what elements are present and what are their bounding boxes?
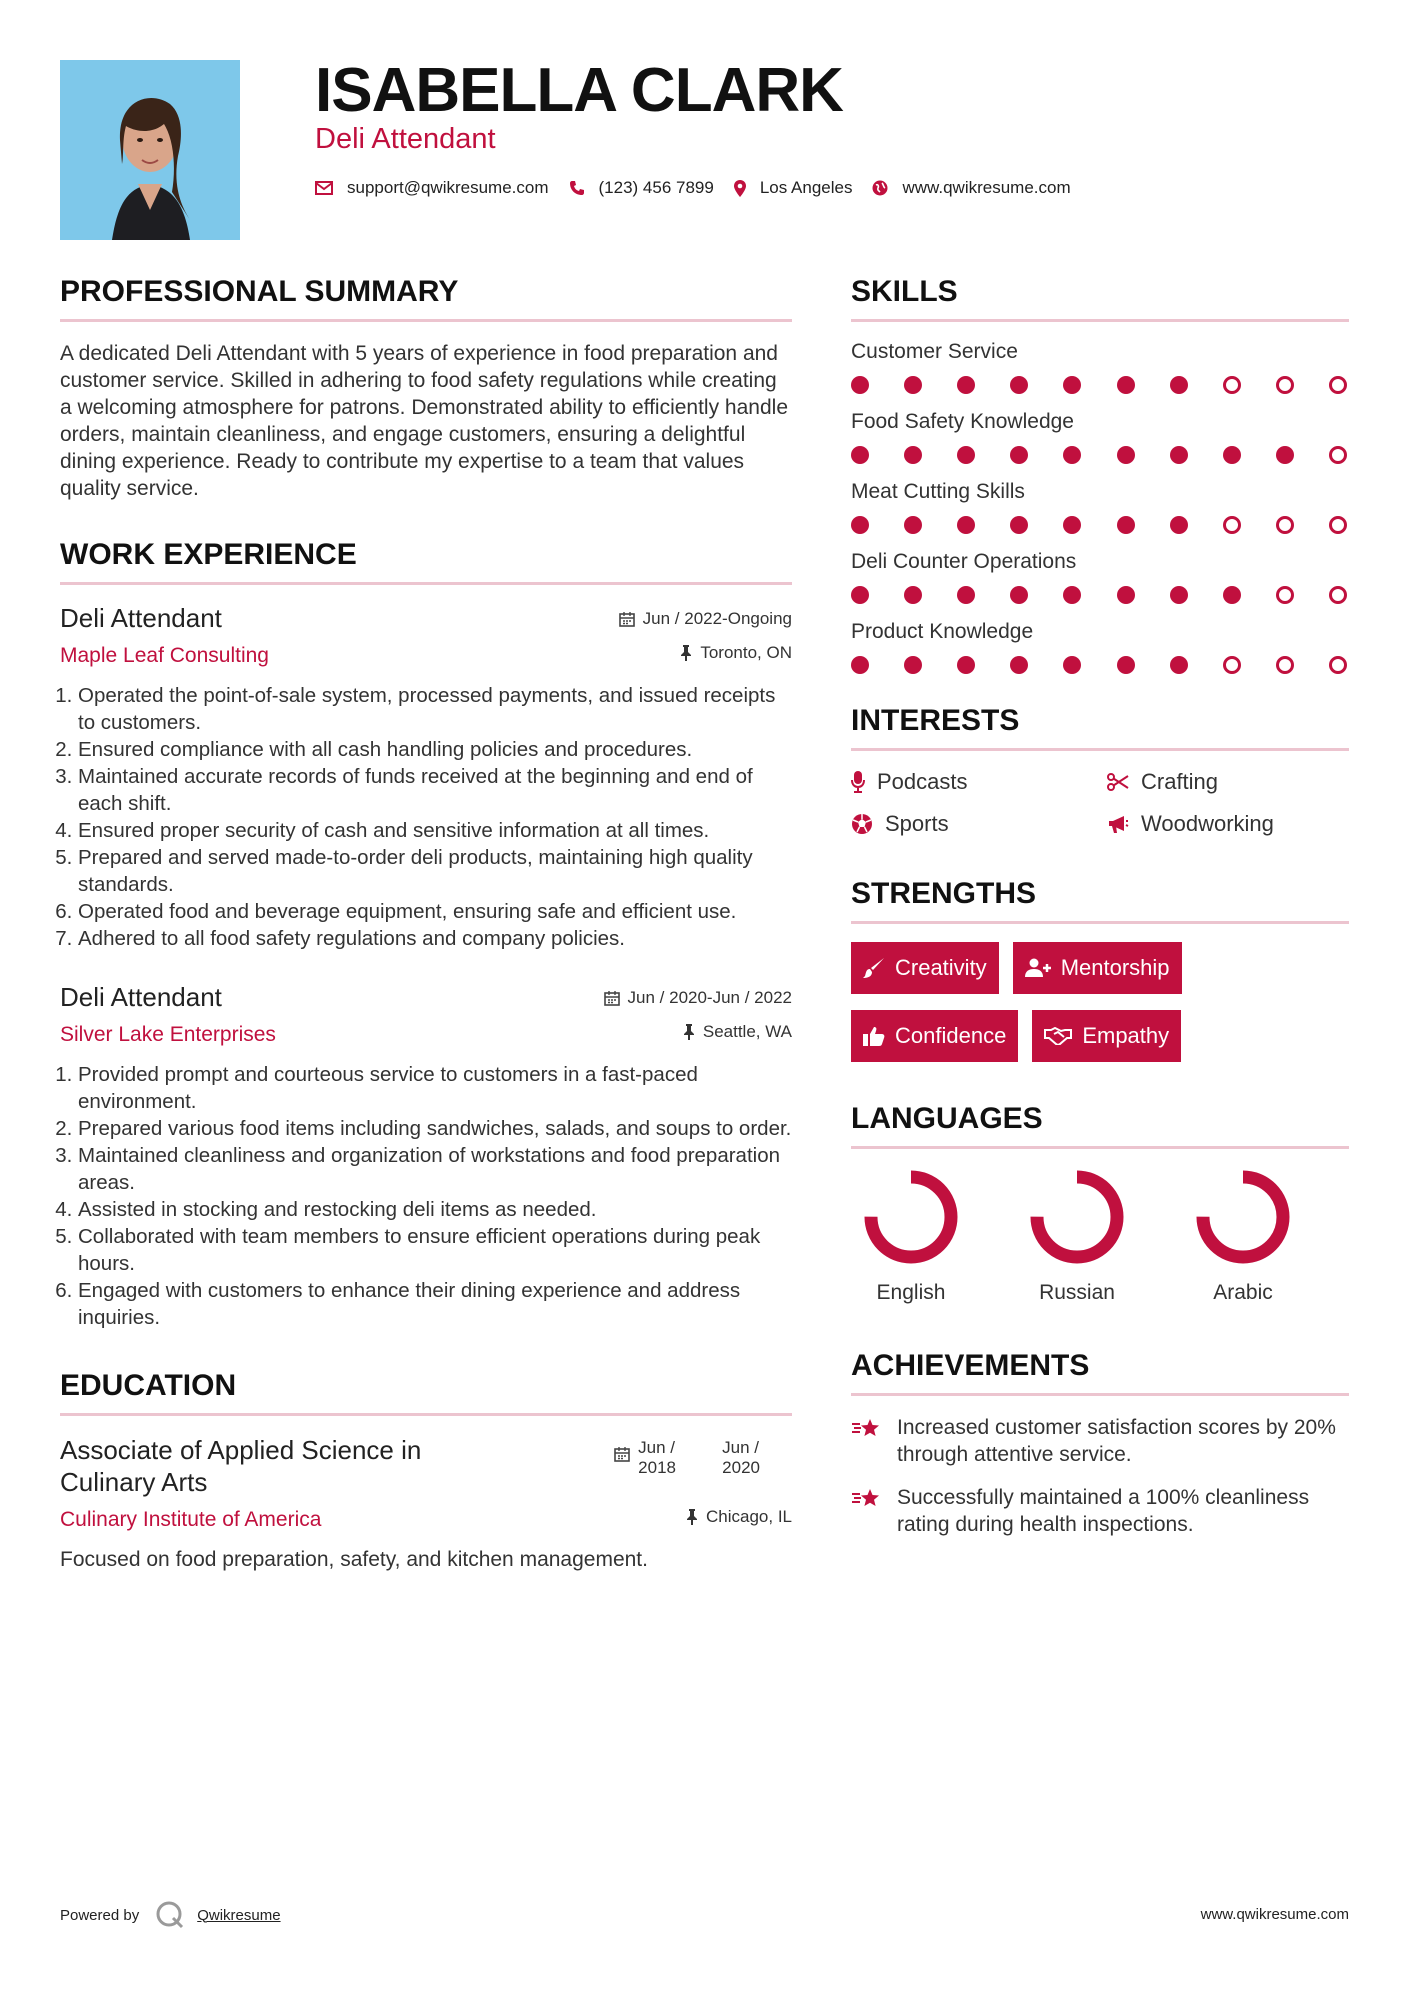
languages-heading: LANGUAGES <box>851 1102 1349 1149</box>
strength-label: Confidence <box>895 1023 1007 1048</box>
languages-list <box>859 1167 1349 1305</box>
skill-name: Deli Counter Operations <box>851 550 1077 573</box>
rating-dot-filled <box>1117 446 1135 464</box>
rating-dot-filled <box>851 586 869 604</box>
duty-item: 5. Collaborated with team members to ensure efficient operations during peak hours. <box>78 1223 792 1277</box>
language-level-arc <box>1203 1177 1283 1257</box>
language-item <box>1025 1167 1129 1305</box>
calendar-icon <box>619 611 635 627</box>
interests-list <box>851 769 1349 837</box>
rating-dot-filled <box>904 656 922 674</box>
school-name: Culinary Institute of America <box>60 1508 322 1531</box>
interest-item <box>851 769 1107 795</box>
skill-name: Product Knowledge <box>851 620 1034 643</box>
job-entry <box>60 603 792 952</box>
achievement-text: Successfully maintained a 100% cleanliness rating during health inspections. <box>897 1486 1310 1536</box>
rating-dot-filled <box>1117 586 1135 604</box>
education-end <box>722 1438 760 1478</box>
skill-item <box>851 340 1349 394</box>
job-duties <box>60 1061 792 1331</box>
interest-label: Crafting <box>1141 769 1219 794</box>
summary-section <box>60 275 792 502</box>
language-ring <box>1193 1167 1293 1267</box>
language-item <box>859 1167 963 1305</box>
skill-rating <box>851 586 1347 604</box>
rating-dot-filled <box>957 586 975 604</box>
left-column <box>60 275 792 1573</box>
calendar-icon <box>604 990 620 1006</box>
language-ring <box>861 1167 961 1267</box>
contact-location <box>734 178 853 198</box>
rating-dot-filled <box>904 376 922 394</box>
experience-heading: WORK EXPERIENCE <box>60 538 792 585</box>
interests-heading: INTERESTS <box>851 704 1349 751</box>
handshake-icon <box>1044 1027 1072 1045</box>
skill-item <box>851 550 1349 604</box>
rating-dot-filled <box>1223 446 1241 464</box>
thumbs-up-icon <box>863 1026 885 1046</box>
education-description: Focused on food preparation, safety, and kitchen management. <box>60 1548 648 1571</box>
duty-item: 1. Operated the point-of-sale system, processed payments, and issued receipts to customers. <box>78 682 792 736</box>
job-dates <box>619 609 792 629</box>
education-dates <box>614 1438 760 1478</box>
rating-dot-filled <box>1170 656 1188 674</box>
language-level-arc <box>1037 1177 1117 1257</box>
education-heading: EDUCATION <box>60 1369 792 1416</box>
interest-item <box>1107 769 1347 795</box>
skill-item <box>851 410 1349 464</box>
skills-list <box>851 340 1349 674</box>
soccer-ball-icon <box>851 813 873 835</box>
rating-dot-filled <box>1063 446 1081 464</box>
phone-text: (123) 456 7899 <box>598 178 714 197</box>
strength-badge <box>851 942 999 994</box>
education-start-year: 2018 <box>638 1458 676 1477</box>
rating-dot-filled <box>904 446 922 464</box>
rating-dot-filled <box>1117 656 1135 674</box>
interests-section <box>851 704 1349 837</box>
job-location-text: Toronto, ON <box>700 643 792 662</box>
language-item <box>1191 1167 1295 1305</box>
strength-label: Creativity <box>895 955 987 980</box>
degree-title: Associate of Applied Science in Culinary Arts <box>60 1435 422 1497</box>
language-name: Russian <box>1039 1281 1115 1304</box>
candidate-title: Deli Attendant <box>315 123 496 155</box>
rating-dot-filled <box>904 516 922 534</box>
job-title: Deli Attendant <box>60 982 222 1012</box>
scissors-icon <box>1107 773 1129 791</box>
summary-text: A dedicated Deli Attendant with 5 years of experience in food preparation and customer service. Skilled in adhering to food safety regulations while creating a welcoming atmosphere for patrons. Demonstrated ability to efficiently handle orders, maintain cleanliness, and engage customers, ensuring a delightful dining experience. Ready to contribute my expertise to a team that values quality service. <box>60 342 788 500</box>
contact-phone[interactable] <box>569 178 714 198</box>
rating-dot-filled <box>1010 446 1028 464</box>
skill-rating <box>851 516 1347 534</box>
rating-dot-filled <box>1010 516 1028 534</box>
rating-dot-empty <box>1329 656 1347 674</box>
interest-label: Sports <box>885 811 949 836</box>
rating-dot-filled <box>851 516 869 534</box>
calendar-icon <box>614 1446 630 1462</box>
duty-item: 6. Operated food and beverage equipment, ensuring safe and efficient use. <box>78 898 792 925</box>
star-award-icon <box>851 1486 883 1512</box>
profile-photo <box>60 60 240 240</box>
powered-by-text: Powered by <box>60 1906 140 1924</box>
candidate-name: ISABELLA CLARK <box>315 56 843 125</box>
achievement-text: Increased customer satisfaction scores by 20% through attentive service. <box>897 1416 1336 1466</box>
strength-label: Empathy <box>1082 1023 1170 1048</box>
skills-heading: SKILLS <box>851 275 1349 322</box>
education-location <box>686 1507 792 1527</box>
interest-item <box>1107 811 1347 837</box>
rating-dot-empty <box>1276 376 1294 394</box>
strength-label: Mentorship <box>1060 955 1170 980</box>
job-company: Silver Lake Enterprises <box>60 1023 276 1046</box>
job-location-text: Seattle, WA <box>702 1022 792 1041</box>
megaphone-icon <box>1107 814 1129 834</box>
experience-section <box>60 538 792 1331</box>
rating-dot-filled <box>1010 376 1028 394</box>
footer-powered <box>60 1900 281 1930</box>
interest-item <box>851 811 1107 837</box>
rating-dot-filled <box>1063 656 1081 674</box>
right-column <box>851 275 1349 1554</box>
contact-website[interactable] <box>872 178 1070 198</box>
skill-name: Food Safety Knowledge <box>851 410 1074 433</box>
skill-name: Customer Service <box>851 340 1018 363</box>
rating-dot-empty <box>1276 586 1294 604</box>
interest-label: Woodworking <box>1141 811 1274 836</box>
pushpin-icon <box>680 645 692 661</box>
skill-item <box>851 620 1349 674</box>
rating-dot-filled <box>957 376 975 394</box>
strength-badge <box>851 1010 1018 1062</box>
rating-dot-empty <box>1223 656 1241 674</box>
achievement-item <box>851 1484 1349 1538</box>
duty-item: 7. Adhered to all food safety regulations and company policies. <box>78 925 792 952</box>
language-name: English <box>876 1281 946 1304</box>
education-start <box>638 1438 708 1478</box>
pushpin-icon <box>683 1024 695 1040</box>
user-plus-icon <box>1025 958 1051 978</box>
duty-item: 2. Prepared various food items including sandwiches, salads, and soups to order. <box>78 1115 792 1142</box>
education-end-month: Jun / <box>722 1438 760 1457</box>
pushpin-icon <box>686 1509 698 1525</box>
job-title: Deli Attendant <box>60 603 222 633</box>
qwikresume-logo-icon <box>155 1900 185 1930</box>
rating-dot-filled <box>1170 446 1188 464</box>
duty-item: 6. Engaged with customers to enhance their dining experience and address inquiries. <box>78 1277 792 1331</box>
job-dates <box>604 988 792 1008</box>
rating-dot-empty <box>1329 516 1347 534</box>
summary-heading: PROFESSIONAL SUMMARY <box>60 275 792 322</box>
strength-badge <box>1032 1010 1181 1062</box>
strengths-heading: STRENGTHS <box>851 877 1349 924</box>
rating-dot-filled <box>957 516 975 534</box>
rating-dot-filled <box>1010 656 1028 674</box>
star-award-icon <box>851 1416 883 1442</box>
envelope-icon <box>315 181 333 195</box>
duty-item: 3. Maintained accurate records of funds received at the beginning and end of each shift. <box>78 763 792 817</box>
rating-dot-filled <box>1170 376 1188 394</box>
skill-name: Meat Cutting Skills <box>851 480 1025 503</box>
duty-item: 2. Ensured compliance with all cash handling policies and procedures. <box>78 736 792 763</box>
brush-icon <box>863 957 885 979</box>
education-location-text: Chicago, IL <box>706 1507 792 1526</box>
website-text: www.qwikresume.com <box>902 178 1071 197</box>
job-entry <box>60 982 792 1331</box>
rating-dot-filled <box>1223 586 1241 604</box>
skill-rating <box>851 376 1347 394</box>
skill-item <box>851 480 1349 534</box>
job-duties <box>60 682 792 952</box>
education-start-month: Jun / <box>638 1438 676 1457</box>
map-pin-icon <box>734 180 746 197</box>
rating-dot-empty <box>1329 376 1347 394</box>
rating-dot-filled <box>957 656 975 674</box>
skills-section <box>851 275 1349 674</box>
achievements-heading: ACHIEVEMENTS <box>851 1349 1349 1396</box>
language-name: Arabic <box>1213 1281 1273 1304</box>
microphone-icon <box>851 771 865 793</box>
phone-icon <box>569 180 585 196</box>
rating-dot-filled <box>1063 586 1081 604</box>
rating-dot-filled <box>1170 516 1188 534</box>
languages-section <box>851 1102 1349 1305</box>
duty-item: 1. Provided prompt and courteous service to customers in a fast-paced environment. <box>78 1061 792 1115</box>
rating-dot-filled <box>851 656 869 674</box>
skill-rating <box>851 446 1347 464</box>
rating-dot-empty <box>1329 446 1347 464</box>
job-location <box>683 1022 792 1042</box>
contact-email[interactable] <box>315 178 549 198</box>
rating-dot-empty <box>1276 656 1294 674</box>
strengths-section <box>851 877 1349 1062</box>
achievements-section <box>851 1349 1349 1538</box>
job-dates-text: Jun / 2020-Jun / 2022 <box>627 987 792 1007</box>
strength-badge <box>1013 942 1182 994</box>
location-text: Los Angeles <box>759 178 853 197</box>
contact-bar <box>315 178 1091 198</box>
interest-label: Podcasts <box>877 769 968 794</box>
rating-dot-filled <box>1010 586 1028 604</box>
rating-dot-filled <box>904 586 922 604</box>
job-location <box>680 643 792 663</box>
qwikresume-link[interactable]: Qwikresume <box>197 1906 281 1924</box>
rating-dot-filled <box>1117 516 1135 534</box>
rating-dot-filled <box>1276 446 1294 464</box>
duty-item: 5. Prepared and served made-to-order deli products, maintaining high quality standards. <box>78 844 792 898</box>
rating-dot-empty <box>1223 376 1241 394</box>
rating-dot-filled <box>851 376 869 394</box>
rating-dot-filled <box>851 446 869 464</box>
education-end-year: 2020 <box>722 1458 760 1477</box>
education-section <box>60 1369 792 1573</box>
email-text: support@qwikresume.com <box>347 178 549 197</box>
strengths-list <box>851 942 1231 1062</box>
rating-dot-filled <box>1170 586 1188 604</box>
language-ring <box>1027 1167 1127 1267</box>
globe-icon <box>872 180 888 196</box>
skill-rating <box>851 656 1347 674</box>
rating-dot-filled <box>1117 376 1135 394</box>
duty-item: 4. Assisted in stocking and restocking deli items as needed. <box>78 1196 792 1223</box>
duty-item: 3. Maintained cleanliness and organization of workstations and food preparation areas. <box>78 1142 792 1196</box>
rating-dot-filled <box>957 446 975 464</box>
footer-url[interactable]: www.qwikresume.com <box>1200 1906 1349 1923</box>
achievement-item <box>851 1414 1349 1468</box>
duty-item: 4. Ensured proper security of cash and sensitive information at all times. <box>78 817 792 844</box>
rating-dot-filled <box>1063 376 1081 394</box>
job-dates-text: Jun / 2022-Ongoing <box>642 608 792 628</box>
language-level-arc <box>871 1177 951 1257</box>
rating-dot-empty <box>1223 516 1241 534</box>
rating-dot-filled <box>1063 516 1081 534</box>
job-company: Maple Leaf Consulting <box>60 644 269 667</box>
rating-dot-empty <box>1276 516 1294 534</box>
rating-dot-empty <box>1329 586 1347 604</box>
